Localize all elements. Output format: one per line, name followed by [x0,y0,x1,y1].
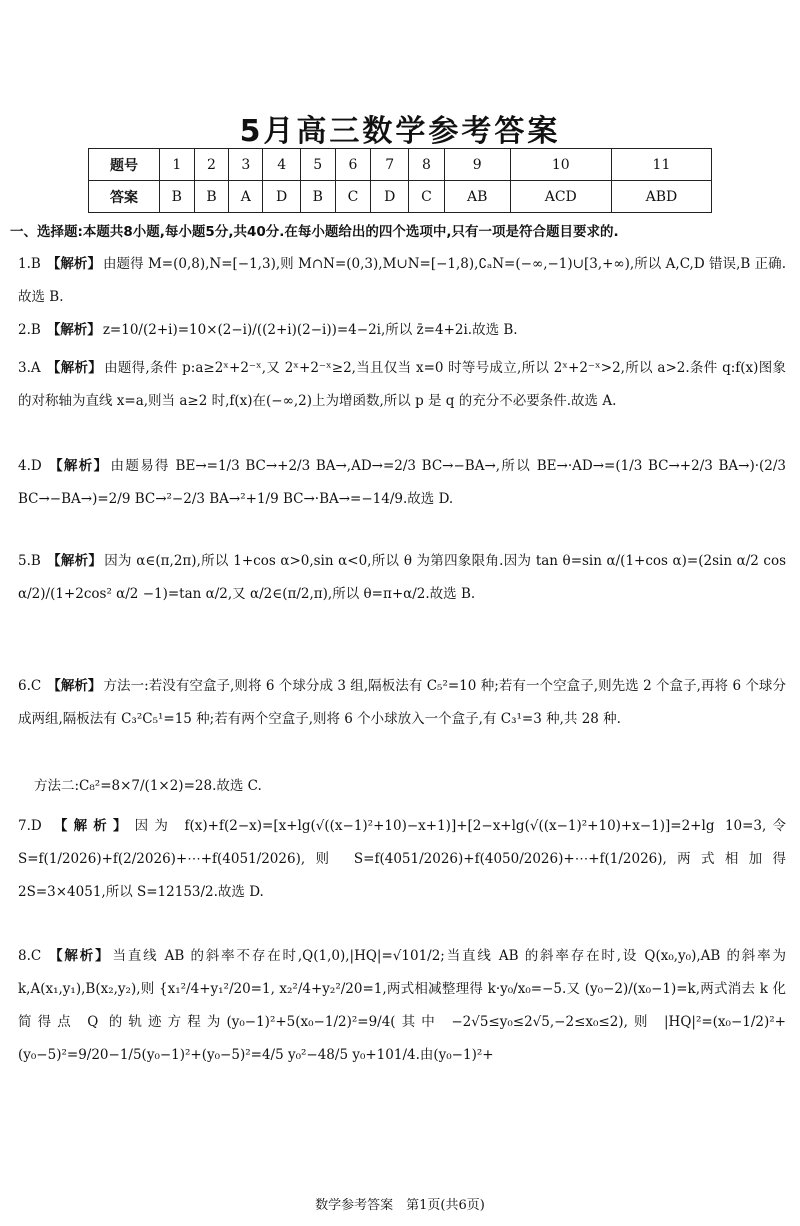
item-text: 当直线 AB 的斜率不存在时,Q(1,0),|HQ|=√101/2;当直线 AB 的斜率存在时,设 Q(x₀,y₀),AB 的斜率为 k,A(x₁,y₁),B(x₂,y₂),则 {x₁²/4+y₁²/20=1, x₂²/4+y₂²/20=1,两式相减整理得 k·y₀/x₀=−5.又 (y₀−2)/(x₀−1)=k,两式消去 k 化简得点 Q 的轨迹方程为(y₀−1)²+5(x₀−1/2)²=9/4(其中 −2√5≤y₀≤2√5,−2≤x₀≤2),则 |HQ|²=(x₀−1/2)²+(y₀−5)²=9/20−1/5(y₀−1)²+(y₀−5)²=4/5 y₀²−48/5 y₀+101/4.由(y₀−1)²+ [18,948,786,1063]
item-text: z=10/(2+i)=10×(2−i)/((2+i)(2−i))=4−2i,所以 z̄=4+2i.故选 B. [102,322,518,338]
table-cell: 7 [371,149,409,181]
table-cell: D [371,181,409,213]
row-header-answer: 答案 [89,181,160,213]
analysis-tag: 【解析】 [46,360,103,376]
table-row-numbers [89,149,712,181]
analysis-tag: 【解析】 [46,256,102,272]
item-text: 由题得,条件 p:a≥2ˣ+2⁻ˣ,又 2ˣ+2⁻ˣ≥2,当且仅当 x=0 时等号成立,所以 2ˣ+2⁻ˣ>2,所以 a>2.条件 q:f(x)图象的对称轴为直线 x=a,则当 a≥2 时,f(x)在(−∞,2)上为增函数,所以 p 是 q 的充分不必要条件.故选 A. [18,360,786,409]
item-text: 由题得 M=(0,8),N=[−1,3),则 M∩N=(0,3),M∪N=[−1,8),∁ₐN=(−∞,−1)∪[3,+∞),所以 A,C,D 错误,B 正确.故选 B. [18,256,786,305]
item-number: 4.D [18,458,42,474]
table-cell: D [263,181,301,213]
solution-item-8 [18,940,786,1072]
solution-item-6-method-2 [34,770,786,803]
table-cell: B [300,181,335,213]
item-number: 8.C [18,948,42,964]
solution-item-7 [18,810,786,909]
solution-item-2 [18,314,786,347]
item-number: 7.D [18,818,42,834]
table-cell: 2 [194,149,229,181]
solution-item-5 [18,545,786,611]
item-number: 2.B [18,322,41,338]
analysis-tag: 【解析】 [47,678,102,694]
table-cell: 8 [409,149,445,181]
table-cell: C [335,181,371,213]
page-title: 5月高三数学参考答案 [239,114,561,149]
table-cell: AB [444,181,510,213]
table-cell: 10 [510,149,611,181]
solution-item-3 [18,352,786,418]
table-row-answers [89,181,712,213]
table-cell: 5 [300,149,335,181]
row-header-number: 题号 [89,149,160,181]
table-cell: 6 [335,149,371,181]
solution-item-6 [18,670,786,736]
solution-item-1 [18,248,786,314]
analysis-tag: 【解析】 [47,818,133,834]
analysis-tag: 【解析】 [46,322,101,338]
analysis-tag: 【解析】 [46,553,103,569]
item-number: 5.B [18,553,41,569]
item-text: 因为 α∈(π,2π),所以 1+cos α>0,sin α<0,所以 θ 为第四象限角.因为 tan θ=sin α/(1+cos α)=(2sin α/2 cos α/2)/(1+2cos² α/2 −1)=tan α/2,又 α/2∈(π/2,π),所以 θ=π+α/2.故选 B. [18,553,787,602]
table-cell: B [160,181,195,213]
table-cell: ACD [510,181,611,213]
item-text: 由题易得 BE→=1/3 BC→+2/3 BA→,AD→=2/3 BC→−BA→,所以 BE→·AD→=(1/3 BC→+2/3 BA→)·(2/3 BC→−BA→)=2/9 BC→²−2/3 BA→²+1/9 BC→·BA→=−14/9.故选 D. [18,458,787,507]
table-cell: 3 [229,149,263,181]
item-number: 1.B [18,256,41,272]
solution-item-4 [18,450,786,516]
table-cell: B [194,181,229,213]
item-text: 方法二:C₈²=8×7/(1×2)=28.故选 C. [34,778,262,794]
table-cell: 1 [160,149,195,181]
answer-table [88,148,712,213]
table-cell: 9 [444,149,510,181]
table-cell: C [409,181,445,213]
item-number: 3.A [18,360,41,376]
table-cell: 4 [263,149,301,181]
analysis-tag: 【解析】 [47,948,111,964]
table-cell: ABD [611,181,711,213]
table-cell: 11 [611,149,711,181]
item-text: 因为 f(x)+f(2−x)=[x+lg(√((x−1)²+10)−x+1)]+[2−x+lg(√((x−1)²+10)+x−1)]=2+lg 10=3,令 S=f(1/2026)+f(2/2026)+⋯+f(4051/2026),则 S=f(4051/2026)+f(4050/2026)+⋯+f(1/2026),两式相加得 2S=3×4051,所以 S=12153/2.故选 D. [18,818,786,900]
item-text: 方法一:若没有空盒子,则将 6 个球分成 3 组,隔板法有 C₅²=10 种;若有一个空盒子,则先选 2 个盒子,再将 6 个球分成两组,隔板法有 C₃²C₅¹=15 种;若有两个空盒子,则将 6 个小球放入一个盒子,有 C₃¹=3 种,共 28 种. [18,678,786,727]
analysis-tag: 【解析】 [47,458,109,474]
page-footer: 数学参考答案 第1页(共6页) [315,1198,485,1213]
table-cell: A [229,181,263,213]
section-heading: 一、选择题:本题共8小题,每小题5分,共40分.在每小题给出的四个选项中,只有一项是符合题目要求的. [10,224,619,240]
item-number: 6.C [18,678,42,694]
